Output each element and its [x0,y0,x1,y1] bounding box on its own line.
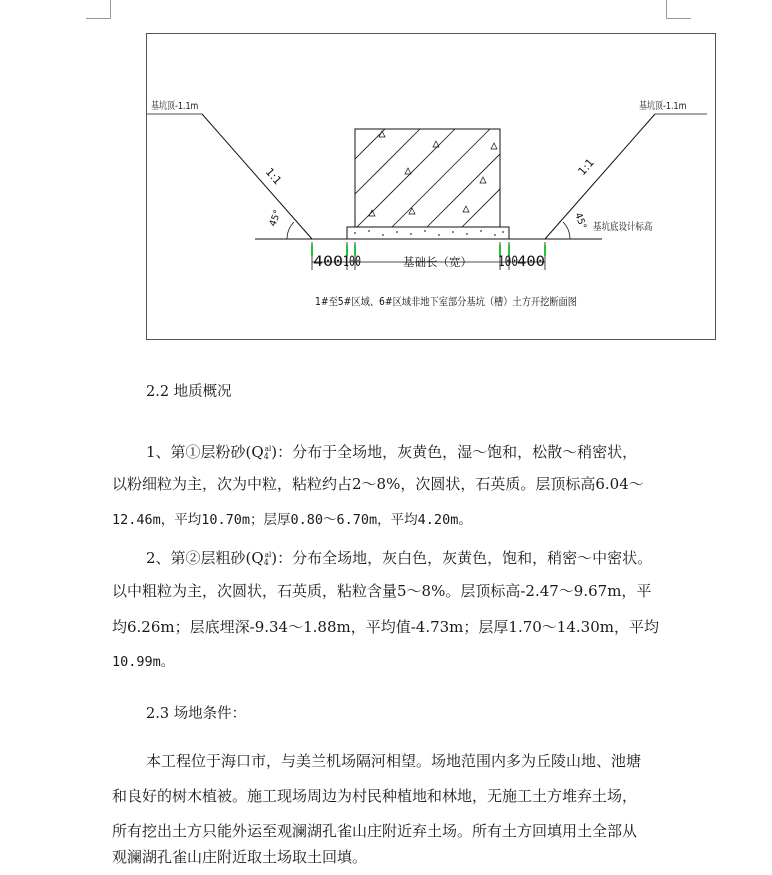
section-drawing [147,34,717,341]
para-2-3-line-1: 本工程位于海口市，与美兰机场隔河相望。场地范围内多为丘陵山地、池塘 [146,752,642,770]
para-2-2-line-6: 均6.26m；层底埋深-9.34～1.88m，平均值-4.73m；层厚1.70～14.30m，平均 [112,618,659,636]
foundation-block [355,129,500,227]
layer2-sup: al [264,551,272,559]
para-2-2-line-2: 以粉细粒为主，次为中粒，粘粒约占2～8%，次圆状，石英质。层顶标高6.04～ [112,475,644,493]
left-top-label: 基坑顶-1.1m [151,101,199,113]
excavation-section-figure [146,33,716,340]
figure-caption: 1#至5#区域、6#区域非地下室部分基坑（槽）土方开挖断面图 [315,296,614,308]
layer2-suffix: )：分布全场地，灰白色，灰黄色，饱和，稍密～中密状。 [271,549,653,567]
layer2-sub: 4 [263,558,269,567]
layer1-sub: 4 [263,452,269,461]
concrete-pad [347,227,509,239]
right-angle-arc [563,222,570,239]
layer2-prefix: 2、第②层粗砂(Q [146,549,264,567]
layer1-suffix: )：分布于全场地，灰黄色，湿～饱和，松散～稍密状， [271,443,638,461]
layer1-prefix: 1、第①层粉砂(Q [146,443,264,461]
left-angle-arc [287,222,294,239]
corner-mark-right [666,0,691,19]
left-slope-line [202,114,312,239]
right-angle-label: 45° [572,211,589,231]
dim-right-b: 400 [517,254,545,270]
para-2-3-line-4: 观澜湖孔雀山庄附近取土场取土回填。 [112,848,368,866]
dim-right-a: 100 [498,254,518,270]
base-design-label: 基坑底设计标高 [593,221,653,234]
dim-center: 基础长（宽） [403,255,472,269]
left-slope-label: 1:1 [262,165,285,188]
para-2-2-line-7: 10.99m。 [112,654,175,670]
right-slope-line [545,114,655,239]
dim-left-a: 400 [313,254,343,270]
left-angle-label: 45° [267,208,284,229]
section-heading-2-2: 2.2 地质概况 [146,384,232,400]
layer1-sup: al [264,445,272,453]
para-2-3-line-3: 所有挖出土方只能外运至观澜湖孔雀山庄附近弃土场。所有土方回填用土全部从 [112,822,638,840]
dim-left-b: 100 [343,254,361,270]
right-top-label: 基坑顶-1.1m [639,101,687,113]
para-2-2-line-5: 以中粗粒为主，次圆状，石英质，粘粒含量5～8%。层顶标高-2.47～9.67m，平 [112,582,652,600]
section-heading-2-3: 2.3 场地条件： [146,706,247,722]
para-2-3-line-2: 和良好的树木植被。施工现场周边为村民种植地和林地，无施工土方堆弃土场， [112,787,638,805]
right-slope-label: 1:1 [575,156,597,178]
corner-mark-left [86,0,111,19]
para-2-2-line-3: 12.46m，平均10.70m；层厚0.80～6.70m，平均4.20m。 [112,512,472,528]
